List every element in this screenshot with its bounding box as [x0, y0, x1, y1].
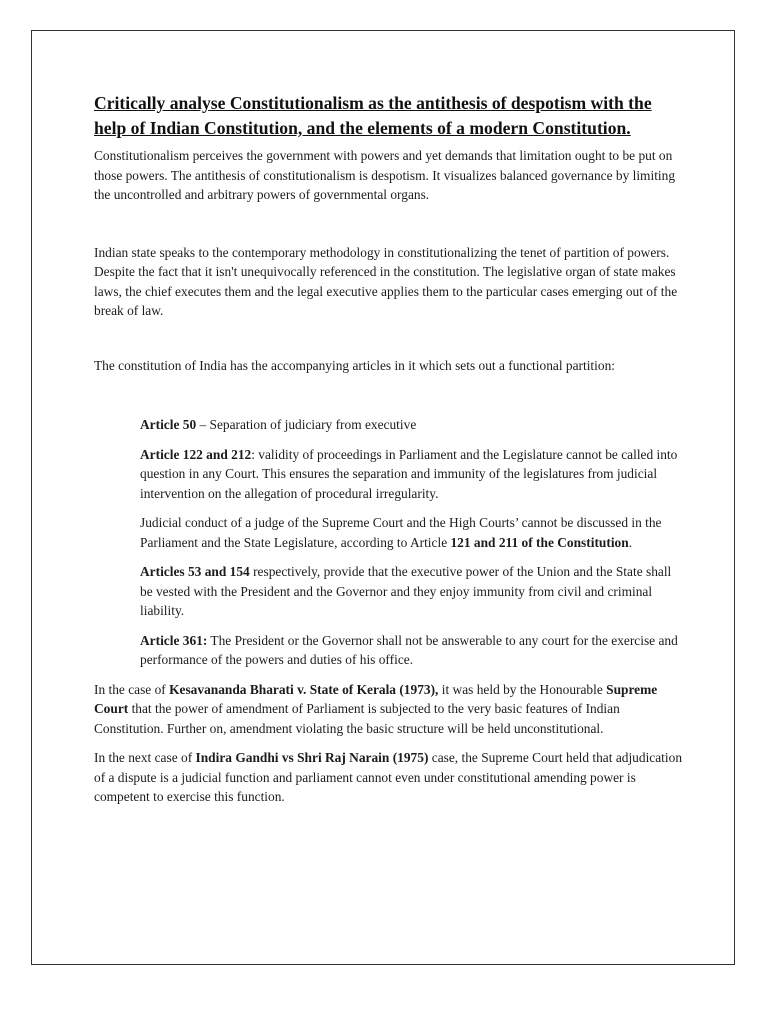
- article-122-text: : validity of proceedings in Parliament and the Legislature cannot be called into question in any Court. This ensures the separation and immunity of the legislatures from judicial intervention on the allegation of procedural irregularity.: [140, 446, 678, 501]
- article-50-item: [140, 415, 684, 435]
- article-361-label: Article 361:: [140, 632, 208, 648]
- case2-post: case, the Supreme Court held that adjudication of a dispute is a judicial function and parliament cannot even under constitutional amending power is competent to exercise this function.: [94, 750, 683, 804]
- article-50-label: Article 50: [140, 417, 197, 432]
- document-title: Critically analyse Constitutionalism as the antithesis of despotism with the help of Indian Constitution, and the elements of a modern Constitution.: [94, 93, 652, 138]
- article-53-text: respectively, provide that the executive power of the Union and the State shall be vested with the President and the Governor and they enjoy immunity from civil and criminal liability.: [140, 564, 672, 618]
- paragraph-indian-state: Indian state speaks to the contemporary methodology in constitutionalizing the tenet of partition of powers. Despite the fact that it isn't unequivocally referenced in the constitution. The legislative organ of state makes laws, the chief executes them and the legal executive applies them to the particular cases emerging out of the break of law.: [94, 244, 678, 318]
- article-121-label: 121 and 211 of the Constitution: [450, 534, 629, 550]
- case1-mid: it was held by the Honourable: [438, 681, 607, 697]
- article-122-item: [140, 445, 684, 504]
- article-361-text: The President or the Governor shall not be answerable to any court for the exercise and performance of the powers and duties of his office.: [140, 632, 678, 667]
- paragraph-articles-intro: The constitution of India has the accompanying articles in it which sets out a functional partition:: [94, 357, 615, 373]
- case2-pre: In the next case of: [94, 750, 196, 765]
- paragraph-indira-gandhi-case: [94, 748, 684, 807]
- document-content: [94, 91, 684, 807]
- article-50-text: – Separation of judiciary from executive: [196, 417, 417, 432]
- case1-post: that the power of amendment of Parliament is subjected to the very basic features of Indian Constitution. Further on, amendment violating the basic structure will be held unconstitutional.: [94, 701, 620, 736]
- article-121-item: [140, 513, 684, 552]
- articles-list: [94, 415, 684, 670]
- article-121-text: Judicial conduct of a judge of the Supreme Court and the High Courts’ cannot be discussed in the Parliament and the State Legislature, according to Article: [140, 515, 662, 550]
- case1-court: Supreme Court: [94, 681, 658, 716]
- article-122-label: Article 122 and 212: [140, 446, 252, 462]
- paragraph-kesavananda-case: [94, 680, 684, 739]
- article-53-label: Articles 53 and 154: [140, 564, 250, 579]
- article-53-item: [140, 562, 684, 621]
- case1-pre: In the case of: [94, 681, 170, 697]
- case1-name: Kesavananda Bharati v. State of Kerala (1973),: [169, 681, 439, 697]
- article-361-item: [140, 631, 684, 670]
- paragraph-constitutionalism: Constitutionalism perceives the government with powers and yet demands that limitation ought to be put on those powers. The antithesis of constitutionalism is despotism. It visualizes balanced governance by limiting the uncontrolled and arbitrary powers of governmental organs.: [94, 148, 676, 202]
- article-121-end: .: [628, 534, 633, 550]
- case2-name: Indira Gandhi vs Shri Raj Narain (1975): [195, 750, 429, 765]
- document-page: [31, 30, 735, 965]
